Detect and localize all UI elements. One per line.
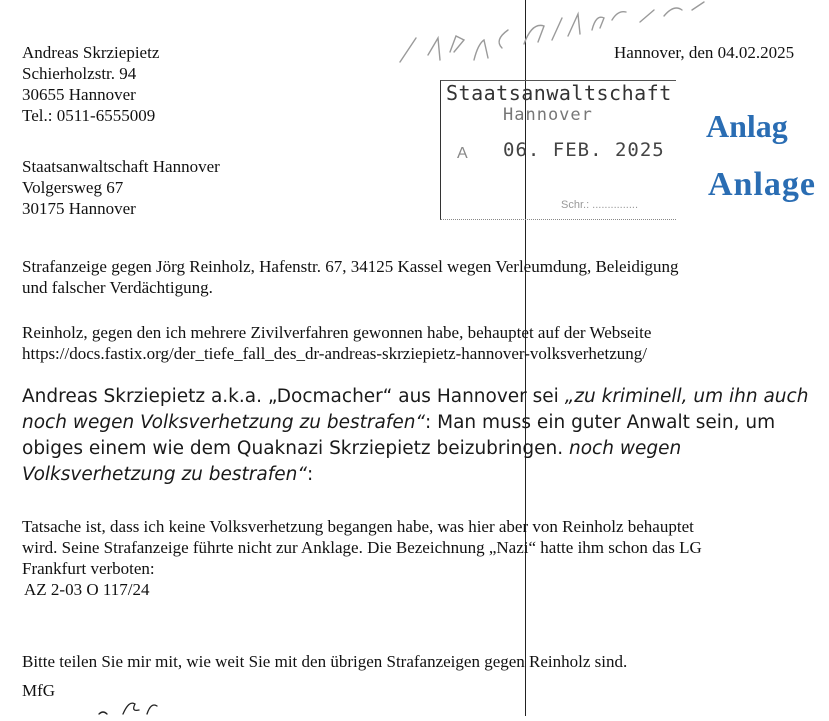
quote-line-3 — [22, 436, 808, 462]
facts-paragraph — [22, 516, 702, 600]
receipt-stamp — [440, 80, 676, 220]
stamp-letter: A — [457, 145, 468, 162]
quote-text: : Man muss ein guter Anwalt sein, um — [425, 412, 776, 433]
place-date: Hannover, den 04.02.2025 — [614, 43, 795, 62]
anlage-stamp-2: Anlage — [708, 166, 816, 203]
quote-text: Andreas Skrziepietz a.k.a. „Docmacher“ aus Hannover sei — [22, 386, 565, 407]
facts-line: Frankfurt verboten: — [22, 559, 155, 578]
sender-city: 30655 Hannover — [22, 85, 136, 104]
quote-italic: noch wegen — [569, 438, 682, 459]
intro-line: Reinholz, gegen den ich mehrere Zivilverfahren gewonnen habe, behauptet auf der Webseite — [22, 323, 652, 342]
case-number: AZ 2-03 O 117/24 — [24, 580, 150, 599]
sender-name: Andreas Skrziepietz — [22, 43, 160, 62]
stamp-subtitle: Hannover — [503, 105, 593, 125]
stamp-date: 06. FEB. 2025 — [503, 139, 665, 161]
sender-street: Schierholzstr. 94 — [22, 64, 137, 83]
request-line: Bitte teilen Sie mir mit, wie weit Sie mit den übrigen Strafanzeigen gegen Reinholz sind. — [22, 652, 628, 671]
facts-line: wird. Seine Strafanzeige führte nicht zur Anklage. Die Bezeichnung „Nazi“ hatte ihm schon das LG — [22, 538, 702, 557]
recipient-city: 30175 Hannover — [22, 199, 136, 218]
quote-italic: Volksverhetzung zu bestrafen“ — [22, 464, 307, 485]
quote-line-4 — [22, 462, 808, 488]
intro-paragraph — [22, 322, 651, 364]
recipient-name: Staatsanwaltschaft Hannover — [22, 157, 220, 176]
quote-italic: noch wegen Volksverhetzung zu bestrafen“ — [22, 412, 426, 433]
sender-address — [22, 42, 159, 126]
website-quote — [22, 384, 808, 488]
handwritten-reference — [392, 0, 752, 77]
facts-line: Tatsache ist, dass ich keine Volksverhetzung begangen habe, was hier aber von Reinholz behauptet — [22, 517, 694, 536]
stamp-schr: Schr.: ............... — [561, 199, 639, 211]
anlage-stamp-1: Anlag — [706, 108, 788, 144]
recipient-address — [22, 156, 220, 219]
subject — [22, 256, 679, 298]
subject-line: Strafanzeige gegen Jörg Reinholz, Hafenstr. 67, 34125 Kassel wegen Verleumdung, Beleidigung — [22, 257, 679, 276]
signature — [95, 696, 175, 721]
stamp-title: Staatsanwaltschaft — [446, 81, 672, 105]
quote-italic: „zu kriminell, um ihn auch — [564, 386, 809, 407]
recipient-street: Volgersweg 67 — [22, 178, 124, 197]
quote-line-2 — [22, 410, 808, 436]
sender-phone: Tel.: 0511-6555009 — [22, 106, 156, 125]
intro-url: https://docs.fastix.org/der_tiefe_fall_des_dr-andreas-skrziepietz-hannover-volksverhetzung/ — [22, 344, 647, 363]
closing: MfG — [22, 681, 56, 700]
quote-text: : — [306, 464, 314, 485]
subject-line: und falscher Verdächtigung. — [22, 278, 213, 297]
quote-line-1 — [22, 384, 808, 410]
quote-text: obiges einem wie dem Quaknazi Skrziepietz beizubringen. — [22, 438, 569, 459]
